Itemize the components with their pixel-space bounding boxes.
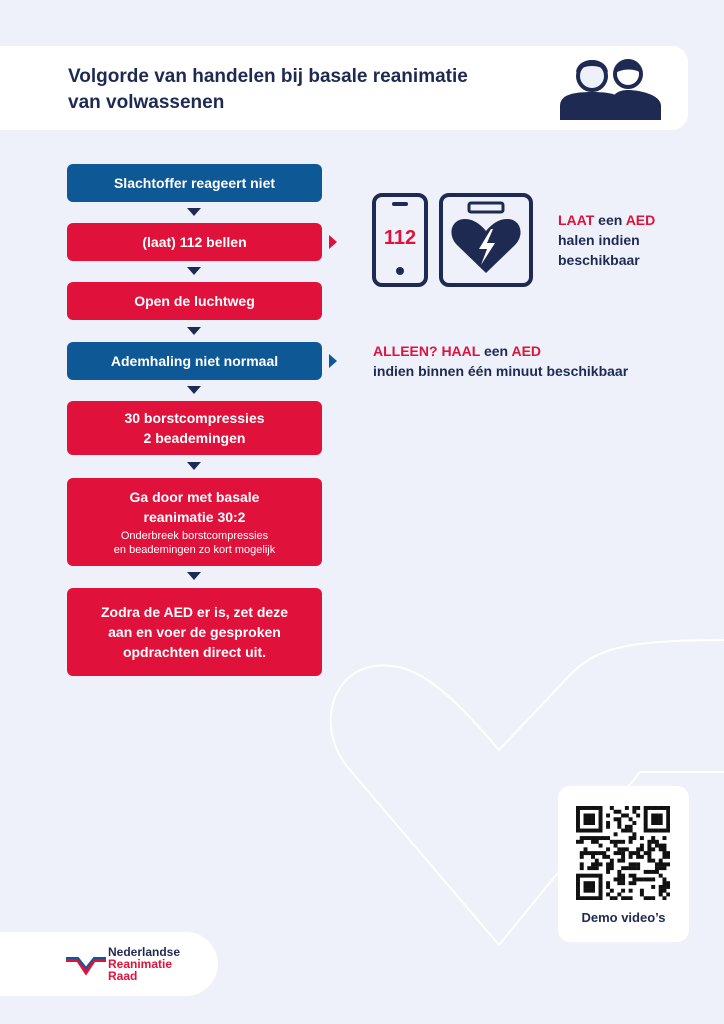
step-continue-cpr: [67, 478, 322, 566]
logo-line-1: Nederlandse: [108, 945, 181, 959]
title-line-2: van volwassenen: [68, 92, 225, 113]
phone-number-112: 112: [383, 227, 417, 249]
aed-info-line-3: beschikbaar: [558, 252, 640, 268]
step-compressions-line-1: 30 borstcompressies: [124, 410, 265, 426]
step-no-response-label: Slachtoffer reageert niet: [113, 175, 276, 191]
people-icon: [556, 54, 662, 122]
alone-info: [373, 341, 673, 381]
step-compressions-line-2: 2 beademingen: [143, 430, 246, 446]
een-word: een: [480, 343, 512, 359]
qr-code[interactable]: [576, 806, 670, 900]
step-aed-line-2: aan en voer de gesproken: [108, 624, 281, 640]
arrow-right-icon: [329, 235, 337, 249]
step-continue-line-1: Ga door met basale: [129, 489, 260, 505]
step-call-112-label: (laat) 112 bellen: [142, 234, 247, 250]
arrow-down-icon: [187, 462, 201, 470]
step-aed-line-3: opdrachten direct uit.: [122, 644, 267, 660]
step-call-112: [67, 223, 322, 261]
title-line-1: Volgorde van handelen bij basale reanimatie: [68, 66, 468, 87]
step-aed-line-1: Zodra de AED er is, zet deze: [101, 604, 288, 620]
aed-word: AED: [625, 212, 656, 228]
qr-label: Demo video’s: [581, 910, 666, 925]
step-open-airway: [67, 282, 322, 320]
arrow-down-icon: [187, 386, 201, 394]
logo-heart-icon: [66, 952, 106, 978]
step-use-aed: [67, 588, 322, 676]
laat-word: LAAT: [558, 212, 595, 228]
aed-fetch-info: [558, 210, 708, 270]
page-title: [68, 64, 538, 116]
step-continue-sub-2: en beademingen zo kort mogelijk: [113, 544, 276, 556]
arrow-down-icon: [187, 327, 201, 335]
step-compressions: [67, 401, 322, 455]
step-breathing-abnormal-label: Ademhaling niet normaal: [110, 353, 279, 369]
phone-icon: [372, 193, 428, 287]
logo-line-3: Raad: [108, 969, 138, 983]
logo-text: [108, 946, 180, 982]
alone-info-line-2: indien binnen één minuut beschikbaar: [373, 363, 629, 379]
step-breathing-abnormal: [67, 342, 322, 380]
arrow-down-icon: [187, 572, 201, 580]
een-word: een: [594, 212, 626, 228]
aed-info-line-2: halen indien: [558, 232, 640, 248]
aed-word: AED: [511, 343, 542, 359]
step-continue-line-2: reanimatie 30:2: [143, 509, 246, 525]
arrow-down-icon: [187, 267, 201, 275]
step-open-airway-label: Open de luchtweg: [134, 293, 255, 309]
arrow-right-icon: [329, 354, 337, 368]
logo-line-2: Reanimatie: [108, 957, 173, 971]
aed-icon: [439, 193, 533, 287]
arrow-down-icon: [187, 208, 201, 216]
step-continue-sub-1: Onderbreek borstcompressies: [120, 530, 269, 542]
step-no-response: [67, 164, 322, 202]
alleen-haal-word: ALLEEN? HAAL: [373, 343, 481, 359]
